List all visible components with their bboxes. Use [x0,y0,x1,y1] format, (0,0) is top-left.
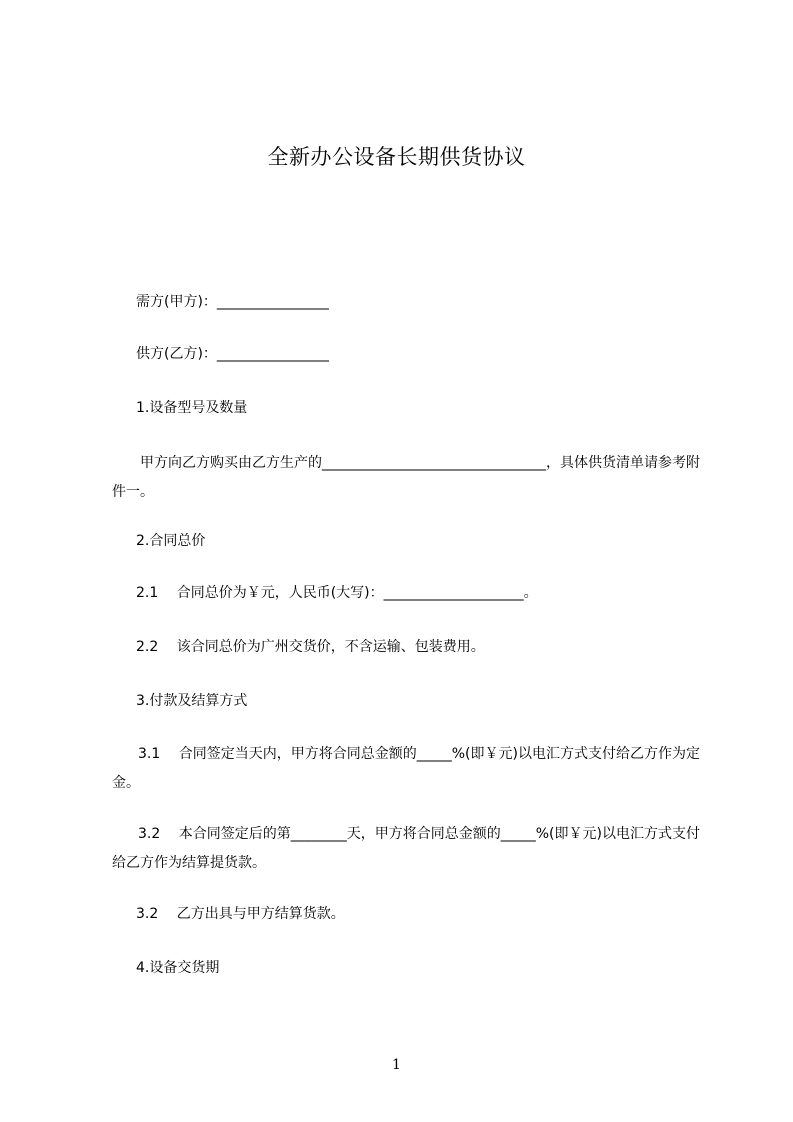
section-4-heading: 4.设备交货期 [136,960,220,976]
section-2-1-paragraph: 2.1 合同总价为￥元，人民币(大写)：____________________。 [136,585,538,601]
section-3-2-paragraph: 3.2 本合同签定后的第________天，甲方将合同总金额的_____%(即￥元)以电汇方式支付给乙方作为结算提货款。 [112,826,700,871]
section-2-heading: 2.合同总价 [136,533,206,549]
section-2-2-paragraph: 2.2 该合同总价为广州交货价，不含运输、包装费用。 [136,639,485,655]
party-a-line: 需方(甲方)：________________ [136,294,329,310]
page-number: 1 [392,1057,401,1073]
section-3-1-paragraph: 3.1 合同签定当天内，甲方将合同总金额的_____%(即￥元)以电汇方式支付给乙方作为定金。 [112,746,700,791]
document-title: 全新办公设备长期供货协议 [267,145,526,169]
party-b-line: 供方(乙方)：________________ [136,346,329,362]
section-1-paragraph: 甲方向乙方购买由乙方生产的________________________________，具体供货清单请参考附件一。 [112,455,700,500]
section-3-2b-paragraph: 3.2 乙方出具与甲方结算货款。 [136,906,345,922]
section-1-heading: 1.设备型号及数量 [136,400,248,416]
section-3-heading: 3.付款及结算方式 [136,693,248,709]
